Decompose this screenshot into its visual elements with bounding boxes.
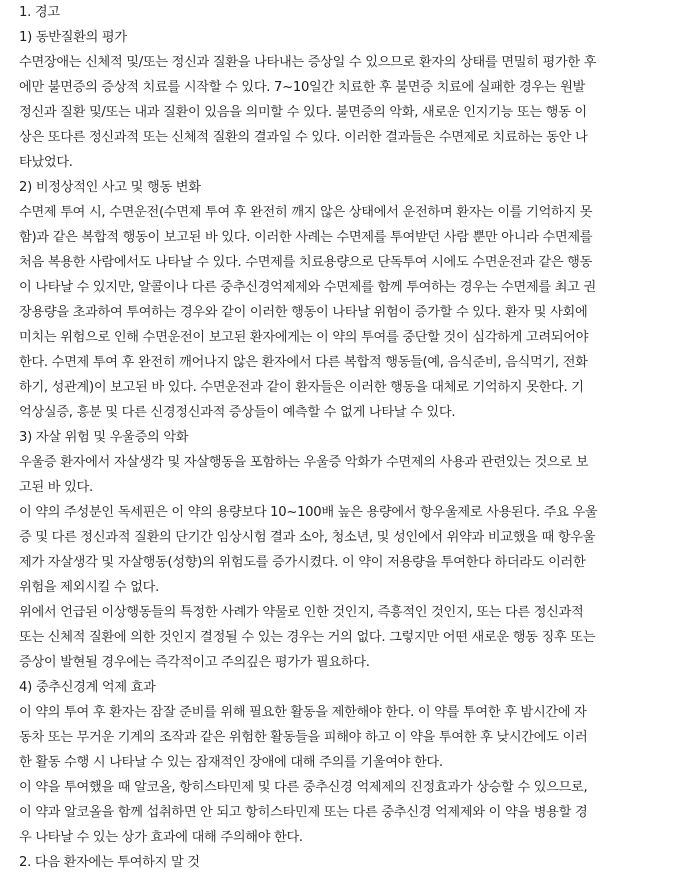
- paragraph-line: 또는 신체적 질환에 의한 것인지 결정될 수 있는 경우는 거의 없다. 그렇지만 어떤 새로운 행동 징후 또는: [19, 630, 596, 645]
- paragraph-line: 함)과 같은 복합적 행동이 보고된 바 있다. 이러한 사례는 수면제를 투여받던 사람 뿐만 아니라 수면제를: [19, 230, 593, 245]
- paragraph-line: 증상이 발현될 경우에는 즉각적이고 주의깊은 평가가 필요하다.: [19, 655, 370, 670]
- subsection-heading-cns-depression: 4) 중추신경계 억제 효과: [19, 680, 156, 695]
- paragraph-line: 정신과 질환 및/또는 내과 질환이 있음을 의미할 수 있다. 불면증의 악화, 새로운 인지기능 또는 행동 이: [19, 105, 587, 120]
- paragraph-line: 한다. 수면제 투여 후 완전히 깨어나지 않은 환자에서 다른 복합적 행동들(예, 음식준비, 음식먹기, 전화: [19, 355, 588, 370]
- paragraph-line: 수면제 투여 시, 수면운전(수면제 투여 후 완전히 깨지 않은 상태에서 운전하며 환자는 이를 기억하지 못: [19, 205, 593, 220]
- paragraph-line: 위에서 언급된 이상행동들의 특정한 사례가 약물로 인한 것인지, 즉흥적인 것인지, 또는 다른 정신과적: [19, 605, 584, 620]
- paragraph-line: 처음 복용한 사람에서도 나타날 수 있다. 수면제를 치료용량으로 단독투여 시에도 수면운전과 같은 행동: [19, 255, 593, 270]
- section-heading-warning: 1. 경고: [19, 5, 60, 20]
- subsection-heading-comorbidity: 1) 동반질환의 평가: [19, 30, 127, 45]
- paragraph-line: 이 약을 투여했을 때 알코올, 항히스타민제 및 다른 중추신경 억제제의 진정효과가 상승할 수 있으므로,: [19, 780, 588, 795]
- paragraph-line: 하기, 성관계)이 보고된 바 있다. 수면운전과 같이 환자들은 이러한 행동을 대체로 기억하지 못한다. 기: [19, 380, 584, 395]
- paragraph-line: 증 및 다른 정신과적 질환의 단기간 임상시험 결과 소아, 청소년, 및 성인에서 위약과 비교했을 때 항우울: [19, 530, 596, 545]
- paragraph-line: 미치는 위험으로 인해 수면운전이 보고된 환자에게는 이 약의 투여를 중단할 것이 심각하게 고려되어야: [19, 330, 589, 345]
- paragraph-line: 상은 또다른 정신과적 또는 신체적 질환의 결과일 수 있다. 이러한 결과들은 수면제로 치료하는 동안 나: [19, 130, 588, 145]
- paragraph-line: 동차 또는 무거운 기계의 조작과 같은 위험한 활동들을 피해야 하고 이 약을 투여한 후 낮시간에도 이러: [19, 730, 588, 745]
- paragraph-line: 에만 불면증의 증상적 치료를 시작할 수 있다. 7~10일간 치료한 후 불면증 치료에 실패한 경우는 원발: [19, 80, 586, 95]
- paragraph-line: 억상실증, 흥분 및 다른 신경정신과적 증상들이 예측할 수 없게 나타날 수 있다.: [19, 405, 456, 420]
- paragraph-line: 이 약과 알코올을 함께 섭취하면 안 되고 항히스타민제 또는 다른 중추신경 억제제와 이 약을 병용할 경: [19, 805, 588, 820]
- paragraph-line: 한 활동 수행 시 나타날 수 있는 잠재적인 장애에 대해 주의를 기울여야 한다.: [19, 755, 443, 770]
- paragraph-line: 이 나타날 수 있지만, 알콜이나 다른 중추신경억제제와 수면제를 함께 투여하는 경우는 수면제를 최고 권: [19, 280, 596, 295]
- paragraph-line: 고된 바 있다.: [19, 480, 93, 495]
- paragraph-line: 타났었다.: [19, 155, 73, 170]
- paragraph-line: 장용량을 초과하여 투여하는 경우와 같이 이러한 행동이 나타날 위험이 증가할 수 있다. 환자 및 사회에: [19, 305, 588, 320]
- paragraph-line: 이 약의 주성분인 독세핀은 이 약의 용량보다 10~100배 높은 용량에서 항우울제로 사용된다. 주요 우울: [19, 505, 598, 520]
- subsection-heading-suicide-risk: 3) 자살 위험 및 우울증의 악화: [19, 430, 189, 445]
- paragraph-line: 이 약의 투여 후 환자는 잠잘 준비를 위해 필요한 활동을 제한해야 한다. 이 약를 투여한 후 밤시간에 자: [19, 705, 587, 720]
- paragraph-line: 제가 자살생각 및 자살행동(성향)의 위험도를 증가시켰다. 이 약이 저용량을 투여한다 하더라도 이러한: [19, 555, 586, 570]
- paragraph-line: 위험을 제외시킬 수 없다.: [19, 580, 159, 595]
- paragraph-line: 우울증 환자에서 자살생각 및 자살행동을 포함하는 우울증 악화가 수면제의 사용과 관련있는 것으로 보: [19, 455, 589, 470]
- paragraph-line: 우 나타날 수 있는 상가 효과에 대해 주의해야 한다.: [19, 830, 303, 845]
- subsection-heading-abnormal-behavior: 2) 비정상적인 사고 및 행동 변화: [19, 180, 201, 195]
- paragraph-line: 수면장애는 신체적 및/또는 정신과 질환을 나타내는 증상일 수 있으므로 환자의 상태를 면밀히 평가한 후: [19, 55, 597, 70]
- section-heading-contraindications: 2. 다음 환자에는 투여하지 말 것: [19, 855, 200, 870]
